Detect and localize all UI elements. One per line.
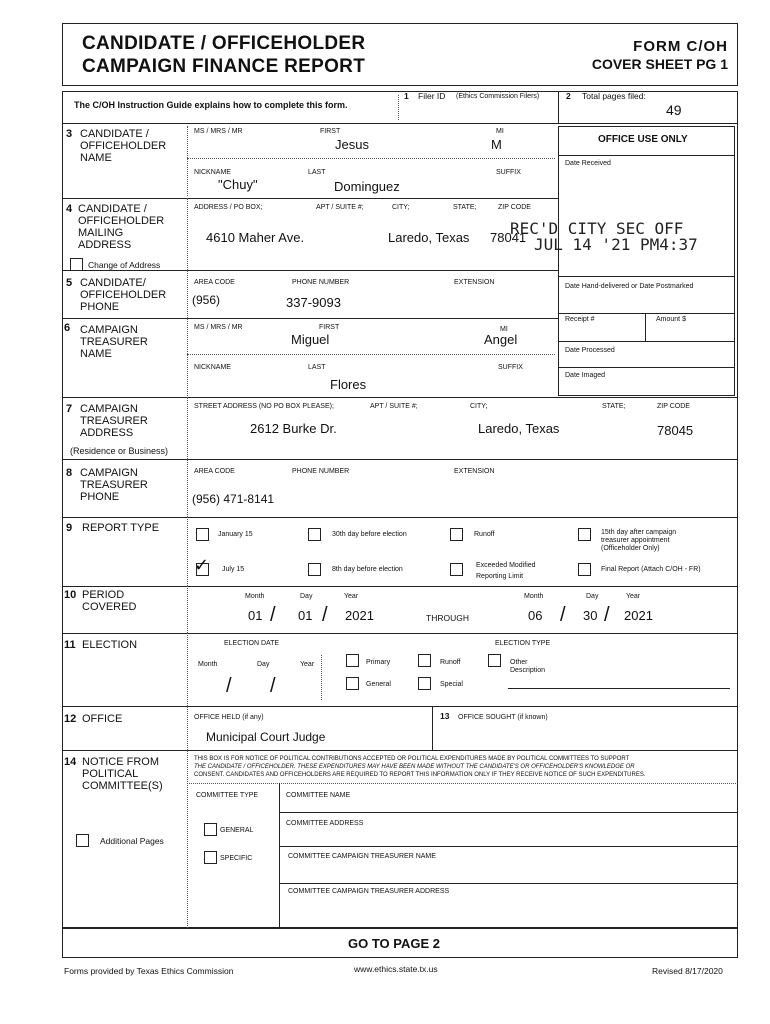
candidate-zip[interactable]: 78041 bbox=[490, 230, 527, 245]
treasurer-street[interactable]: 2612 Burke Dr. bbox=[250, 421, 337, 436]
candidate-area-code[interactable]: (956) bbox=[192, 293, 221, 307]
s13-num: 13 bbox=[440, 711, 450, 721]
s9-num: 9 bbox=[66, 522, 73, 534]
form-subtitle: COVER SHEET PG 1 bbox=[591, 56, 728, 72]
s9-label: REPORT TYPE bbox=[82, 522, 160, 534]
committee-specific-checkbox[interactable] bbox=[204, 851, 217, 864]
runoff-election-checkbox[interactable] bbox=[418, 654, 431, 667]
treasurer-city-state[interactable]: Laredo, Texas bbox=[478, 421, 560, 436]
runoff-report-checkbox[interactable] bbox=[450, 528, 463, 541]
office-sought-label: OFFICE SOUGHT (if known) bbox=[458, 714, 548, 721]
s6-num: 6 bbox=[64, 322, 71, 334]
s3-mr-label: MS / MRS / MR bbox=[194, 128, 243, 135]
s4-label: CANDIDATE / bbox=[78, 203, 147, 215]
candidate-city-state[interactable]: Laredo, Texas bbox=[388, 230, 470, 245]
filer-id-num: 1 bbox=[404, 91, 409, 101]
treasurer-middle-name[interactable]: Angel bbox=[484, 332, 518, 347]
date-received-label: Date Received bbox=[565, 160, 611, 167]
instruction-text: The C/OH Instruction Guide explains how to complete this form. bbox=[74, 100, 348, 110]
s14-num: 14 bbox=[64, 756, 77, 768]
exceeded-limit-checkbox[interactable] bbox=[450, 563, 463, 576]
filer-id-label: Filer ID bbox=[418, 91, 446, 101]
committee-general-checkbox[interactable] bbox=[204, 823, 217, 836]
30th-day-checkbox[interactable] bbox=[308, 528, 321, 541]
amount-label: Amount $ bbox=[656, 316, 686, 323]
s10-num: 10 bbox=[64, 589, 77, 601]
final-report-checkbox[interactable] bbox=[578, 563, 591, 576]
july-15-checkmark: ✓ bbox=[194, 555, 210, 576]
candidate-first-name[interactable]: Jesus bbox=[335, 137, 369, 152]
office-use-title: OFFICE USE ONLY bbox=[598, 134, 688, 145]
s8-num: 8 bbox=[66, 467, 73, 479]
footer-revised: Revised 8/17/2020 bbox=[652, 966, 723, 976]
total-pages-label: Total pages filed: bbox=[582, 91, 646, 101]
s3-label: CANDIDATE / bbox=[80, 128, 149, 140]
s3-mi-label: MI bbox=[496, 128, 504, 135]
s3-last-label: LAST bbox=[308, 169, 326, 176]
s7-num: 7 bbox=[66, 403, 73, 415]
period-from-day[interactable]: 01 bbox=[298, 608, 313, 623]
8th-day-checkbox[interactable] bbox=[308, 563, 321, 576]
treasurer-first-name[interactable]: Miguel bbox=[291, 332, 330, 347]
go-to-page-2: GO TO PAGE 2 bbox=[348, 936, 440, 951]
15th-day-checkbox[interactable] bbox=[578, 528, 591, 541]
period-from-year[interactable]: 2021 bbox=[345, 608, 374, 623]
notice-line1: THIS BOX IS FOR NOTICE OF POLITICAL CONTRIBUTIONS ACCEPTED OR POLITICAL EXPENDITURES MADE BY POLITICAL COMMITTEES TO SUPPORT bbox=[194, 756, 630, 762]
january-15-checkbox[interactable] bbox=[196, 528, 209, 541]
period-to-day[interactable]: 30 bbox=[583, 608, 598, 623]
s12-num: 12 bbox=[64, 713, 77, 725]
form-title-line1: CANDIDATE / OFFICEHOLDER bbox=[82, 33, 366, 54]
office-held-value[interactable]: Municipal Court Judge bbox=[206, 730, 326, 744]
total-pages-value[interactable]: 49 bbox=[666, 102, 682, 118]
received-stamp-line2: JUL 14 '21 PM4:37 bbox=[534, 235, 698, 254]
candidate-address[interactable]: 4610 Maher Ave. bbox=[206, 230, 305, 245]
s3-nick-label: NICKNAME bbox=[194, 169, 231, 176]
s5-num: 5 bbox=[66, 277, 73, 289]
treasurer-phone[interactable]: (956) 471-8141 bbox=[192, 492, 275, 506]
s3-suffix-label: SUFFIX bbox=[496, 169, 521, 176]
received-stamp-line1: REC'D CITY SEC OFF bbox=[510, 219, 684, 238]
s3-first-label: FIRST bbox=[320, 128, 341, 135]
other-description-line[interactable] bbox=[508, 688, 730, 689]
primary-checkbox[interactable] bbox=[346, 654, 359, 667]
general-election-checkbox[interactable] bbox=[346, 677, 359, 690]
other-election-checkbox[interactable] bbox=[488, 654, 501, 667]
treasurer-last-name[interactable]: Flores bbox=[330, 377, 367, 392]
candidate-nickname[interactable]: "Chuy" bbox=[218, 177, 258, 192]
form-id: FORM C/OH bbox=[633, 38, 728, 55]
date-processed-label: Date Processed bbox=[565, 347, 615, 354]
candidate-phone[interactable]: 337-9093 bbox=[286, 295, 341, 310]
period-to-month[interactable]: 06 bbox=[528, 608, 543, 623]
filer-id-sub: (Ethics Commission Filers) bbox=[456, 93, 540, 100]
period-from-month[interactable]: 01 bbox=[248, 608, 263, 623]
date-imaged-label: Date Imaged bbox=[565, 372, 606, 379]
additional-pages-checkbox[interactable] bbox=[76, 834, 89, 847]
s4-num: 4 bbox=[66, 203, 73, 215]
period-to-year[interactable]: 2021 bbox=[624, 608, 653, 623]
form-title-line2: CAMPAIGN FINANCE REPORT bbox=[82, 56, 366, 77]
receipt-label: Receipt # bbox=[565, 316, 595, 323]
treasurer-zip[interactable]: 78045 bbox=[657, 423, 694, 438]
candidate-middle-initial[interactable]: M bbox=[491, 137, 502, 152]
total-pages-num: 2 bbox=[566, 91, 571, 101]
change-of-address-label: Change of Address bbox=[88, 260, 161, 270]
s11-num: 11 bbox=[64, 639, 76, 651]
special-election-checkbox[interactable] bbox=[418, 677, 431, 690]
footer-url: www.ethics.state.tx.us bbox=[354, 964, 438, 974]
s3-num: 3 bbox=[66, 128, 73, 140]
candidate-last-name[interactable]: Dominguez bbox=[334, 179, 400, 194]
footer-credit: Forms provided by Texas Ethics Commission bbox=[64, 966, 234, 976]
hand-delivered-label: Date Hand-delivered or Date Postmarked bbox=[565, 283, 694, 290]
